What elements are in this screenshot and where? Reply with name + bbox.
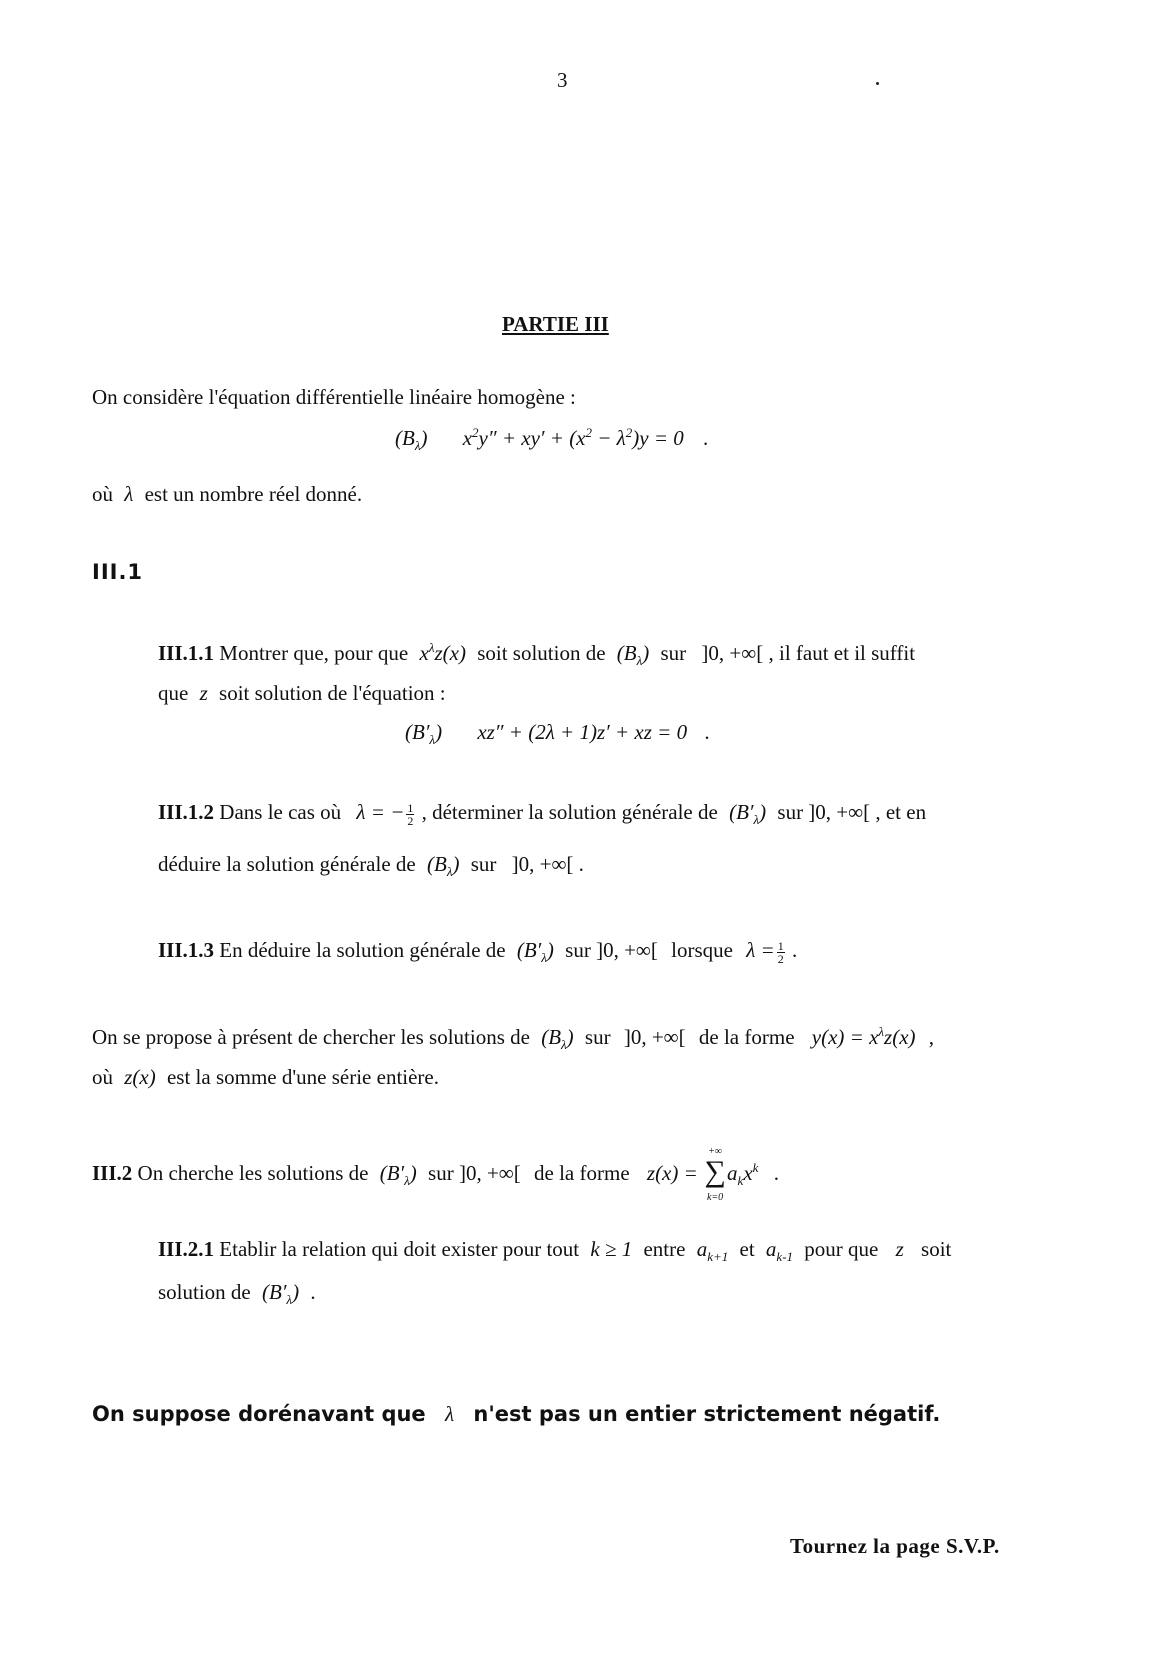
q221-a-k-plus-1: $a_{k+1}$ bbox=[696, 1237, 729, 1265]
q111-text-que: que bbox=[158, 681, 189, 705]
question-iii-1-1-line1 bbox=[158, 640, 915, 669]
q221-z: z bbox=[895, 1237, 904, 1261]
sum-sigma: ∑ bbox=[704, 1155, 726, 1189]
lambda-note-post: est un nombre réel donné. bbox=[144, 482, 363, 506]
q2-text-a: On cherche les solutions de bbox=[137, 1161, 369, 1185]
summation bbox=[703, 1147, 727, 1203]
q113-text-c: lorsque bbox=[671, 938, 733, 962]
q221-text-f: solution de bbox=[158, 1280, 251, 1304]
q111-interval: ]0, +∞[ bbox=[701, 641, 764, 665]
series-text-d: est la somme d'une série entière. bbox=[166, 1065, 439, 1089]
q111-text-b: soit solution de bbox=[477, 641, 606, 665]
eq-b-label: $(B_\lambda)$ bbox=[395, 426, 428, 454]
q221-end: . bbox=[310, 1280, 316, 1304]
eq-b-end: . bbox=[703, 426, 709, 450]
q111-xlambda-z: $x^\lambda z(x)$ bbox=[419, 640, 466, 665]
q2-term: $a_kx^k$ bbox=[727, 1160, 759, 1189]
q112-fraction: $\frac{1}{2}$ bbox=[407, 800, 414, 828]
question-iii-2-1-line2 bbox=[158, 1280, 316, 1308]
series-text-b: sur bbox=[584, 1025, 611, 1049]
equation-b-prime-lambda bbox=[405, 720, 710, 748]
q111-text-c: sur bbox=[660, 641, 687, 665]
series-text-ou: où bbox=[92, 1065, 113, 1089]
series-paragraph-line2 bbox=[92, 1065, 439, 1090]
eq-bprime-expr: xz″ + (2λ + 1)z′ + xz = 0 bbox=[477, 720, 688, 744]
q2-zx-eq: z(x) = bbox=[646, 1161, 698, 1185]
sum-lower-bound: k=0 bbox=[706, 1192, 724, 1204]
q113-text-b: sur ]0, +∞[ bbox=[565, 938, 658, 962]
q2-end: . bbox=[773, 1161, 779, 1185]
series-b-lambda: $(B_\lambda)$ bbox=[541, 1025, 574, 1053]
equation-b-lambda bbox=[395, 425, 708, 454]
q221-bprime: $(B'_\lambda)$ bbox=[262, 1280, 300, 1308]
q113-end: . bbox=[791, 938, 798, 962]
page-number: 3 bbox=[557, 68, 568, 92]
q2-number: III.2 bbox=[92, 1161, 133, 1185]
q112-text-d: , et en bbox=[875, 800, 927, 824]
assumption-lambda: λ bbox=[445, 1402, 455, 1426]
question-iii-2-1-line1 bbox=[158, 1237, 951, 1265]
q111-z: z bbox=[199, 681, 208, 705]
lambda-symbol: λ bbox=[124, 482, 134, 506]
q111-text-d: , il faut et il suffit bbox=[768, 641, 916, 665]
question-iii-1-3 bbox=[158, 938, 797, 966]
q112-text-a: Dans le cas où bbox=[219, 800, 342, 824]
assumption-post: n'est pas un entier strictement négatif. bbox=[473, 1402, 941, 1426]
q112-interval: ]0, +∞[ . bbox=[511, 852, 584, 876]
q221-text-d: pour que bbox=[804, 1237, 879, 1261]
series-paragraph-line1 bbox=[92, 1024, 934, 1053]
q2-bprime: $(B'_\lambda)$ bbox=[379, 1161, 417, 1189]
lambda-note bbox=[92, 482, 362, 507]
q113-bprime: $(B'_\lambda)$ bbox=[516, 938, 554, 966]
q112-text-e: déduire la solution générale de bbox=[158, 852, 416, 876]
series-form: $y(x) = x^\lambda z(x)$ bbox=[811, 1024, 916, 1049]
q2-text-c: de la forme bbox=[534, 1161, 630, 1185]
q113-fraction: $\frac{1}{2}$ bbox=[777, 938, 784, 966]
eq-b-expr: $x^2y'' + xy' + (x^2 - \lambda^2)y = 0$ bbox=[462, 425, 684, 450]
scan-dot bbox=[876, 82, 879, 85]
q2-text-b: sur ]0, +∞[ bbox=[428, 1161, 521, 1185]
q221-text-b: entre bbox=[643, 1237, 686, 1261]
q113-text-a: En déduire la solution générale de bbox=[219, 938, 506, 962]
q112-lambda-eq: λ = − bbox=[356, 800, 405, 824]
assumption-pre: On suppose dorénavant que bbox=[92, 1402, 426, 1426]
q221-text-c: et bbox=[739, 1237, 755, 1261]
q112-bprime: $(B'_\lambda)$ bbox=[729, 800, 767, 828]
series-text-a: On se propose à présent de chercher les solutions de bbox=[92, 1025, 530, 1049]
q221-a-k-minus-1: $a_{k-1}$ bbox=[765, 1237, 794, 1265]
question-iii-2 bbox=[92, 1140, 779, 1204]
q111-b-lambda: $(B_\lambda)$ bbox=[616, 641, 650, 669]
q113-number: III.1.3 bbox=[158, 938, 215, 962]
q111-text-e: soit solution de l'équation : bbox=[219, 681, 446, 705]
lambda-note-pre: où bbox=[92, 482, 113, 506]
question-iii-1-1-line2 bbox=[158, 681, 446, 706]
sum-upper-bound: +∞ bbox=[708, 1146, 722, 1158]
q112-text-b: , déterminer la solution générale de bbox=[421, 800, 718, 824]
q111-number: III.1.1 bbox=[158, 641, 215, 665]
eq-bprime-end: . bbox=[704, 720, 710, 744]
intro-line: On considère l'équation différentielle linéaire homogène : bbox=[92, 385, 576, 409]
series-text-c: de la forme bbox=[698, 1025, 795, 1049]
q112-b-lambda: $(B_\lambda)$ bbox=[426, 852, 460, 880]
q112-number: III.1.2 bbox=[158, 800, 215, 824]
question-iii-1-2-line2 bbox=[158, 852, 584, 880]
q221-text-e: soit bbox=[921, 1237, 952, 1261]
series-zx: z(x) bbox=[124, 1065, 156, 1089]
section-heading-iii1: III.1 bbox=[92, 560, 144, 584]
q221-k-cond: k ≥ 1 bbox=[590, 1237, 633, 1261]
q112-text-c: sur ]0, +∞[ bbox=[777, 800, 871, 824]
question-iii-1-2-line1 bbox=[158, 800, 926, 828]
footer-turn-page: Tournez la page S.V.P. bbox=[790, 1534, 1000, 1558]
q221-text-a: Etablir la relation qui doit exister pour tout bbox=[219, 1237, 580, 1261]
page-title: PARTIE III bbox=[502, 312, 609, 336]
assumption-line bbox=[92, 1402, 940, 1427]
q112-text-f: sur bbox=[470, 852, 497, 876]
q113-lambda-eq: λ = bbox=[746, 938, 775, 962]
eq-bprime-label: $(B'_\lambda)$ bbox=[405, 720, 443, 748]
q221-number: III.2.1 bbox=[158, 1237, 215, 1261]
series-comma: , bbox=[928, 1025, 935, 1049]
q111-text-a: Montrer que, pour que bbox=[219, 641, 409, 665]
series-interval: ]0, +∞[ bbox=[623, 1025, 686, 1049]
